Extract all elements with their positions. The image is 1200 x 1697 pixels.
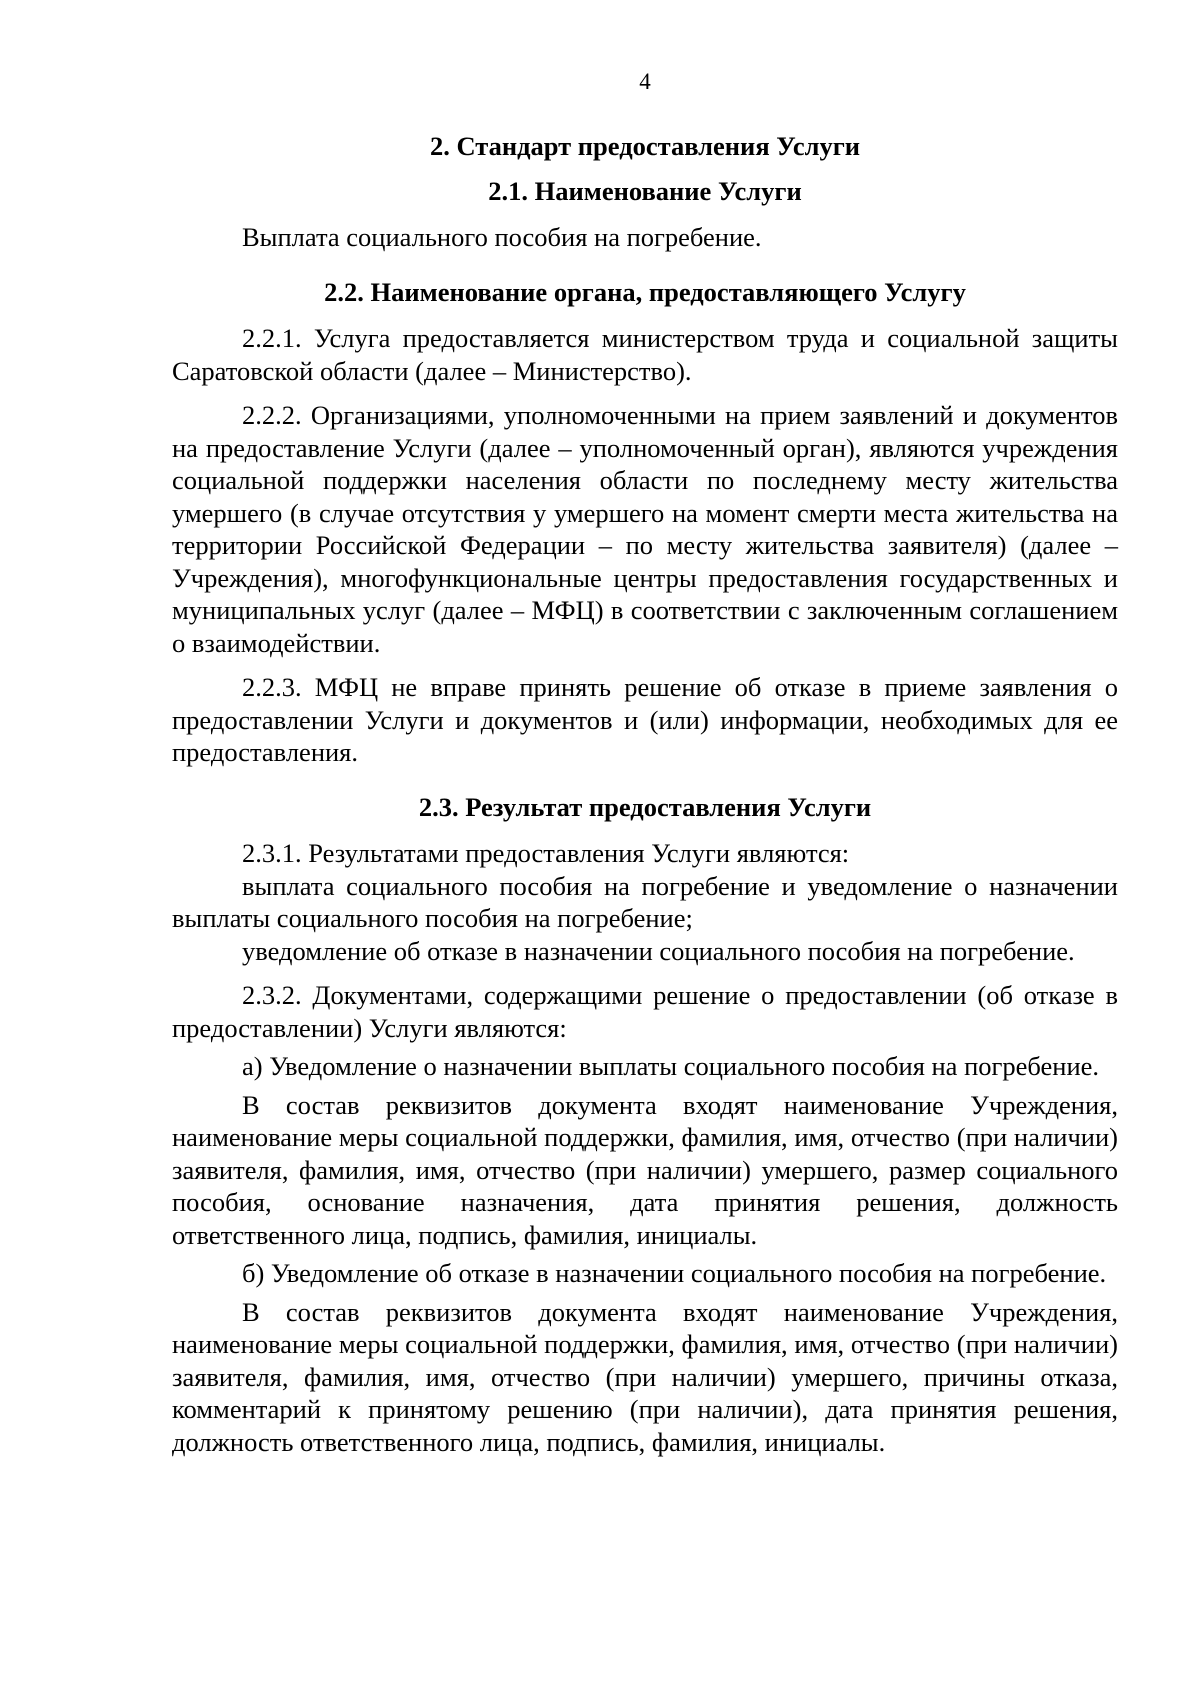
paragraph-2-3-2-b: б) Уведомление об отказе в назначении социального пособия на погребение. [242, 1258, 1107, 1288]
paragraph-2-3-2-a-requisites: В состав реквизитов документа входят наименование Учреждения, наименование меры социальной поддержки, фамилия, имя, отчество (при наличии) заявителя, фамилия, имя, отчество (при наличии) умершего, размер социального пособия, основание назначения, дата принятия решения, должность ответственного лица, подпись, фамилия, инициалы. [172, 1089, 1118, 1250]
heading-section-2: 2. Стандарт предоставления Услуги [429, 131, 861, 161]
page-number: 4 [639, 69, 651, 94]
paragraph-2-3-1-item-1: выплата социального пособия на погребение и уведомление о назначении выплаты социального пособия на погребение; [172, 870, 1118, 933]
paragraph-2-2-2: 2.2.2. Организациями, уполномоченными на прием заявлений и документов на предоставление Услуги (далее – уполномоченный орган), являются учреждения социальной поддержки населения области по последнему месту жительства умершего (в случае отсутствия у умершего на момент смерти места жительства на территории Российской Федерации – по месту жительства заявителя) (далее – Учреждения), многофункциональные центры предоставления государственных и муниципальных услуг (далее – МФЦ) в соответствии с заключенным соглашением о взаимодействии. [172, 400, 1118, 658]
paragraph-2-3-1-item-2: уведомление об отказе в назначении социального пособия на погребение. [242, 935, 1075, 966]
paragraph-2-3-2: 2.3.2. Документами, содержащими решение о предоставлении (об отказе в предоставлении) Услуги являются: [172, 980, 1118, 1043]
paragraph-2-2-3: 2.2.3. МФЦ не вправе принять решение об отказе в приеме заявления о предоставлении Услуги и документов и (или) информации, необходимых для ее предоставления. [172, 672, 1118, 767]
paragraph-2-2-1: 2.2.1. Услуга предоставляется министерством труда и социальной защиты Саратовской области (далее – Министерство). [172, 323, 1118, 386]
heading-2-1: 2.1. Наименование Услуги [488, 175, 802, 206]
paragraph-2-1: Выплата социального пособия на погребение. [242, 222, 762, 252]
heading-2-2: 2.2. Наименование органа, предоставляющего Услугу [324, 276, 966, 307]
paragraph-2-3-2-b-requisites: В состав реквизитов документа входят наименование Учреждения, наименование меры социальной поддержки, фамилия, имя, отчество (при наличии) заявителя, фамилия, имя, отчество (при наличии) умершего, причины отказа, комментарий к принятому решению (при наличии), дата принятия решения, должность ответственного лица, подпись, фамилия, инициалы. [172, 1296, 1118, 1457]
paragraph-2-3-2-a: а) Уведомление о назначении выплаты социального пособия на погребение. [242, 1051, 1100, 1081]
heading-2-3: 2.3. Результат предоставления Услуги [418, 791, 872, 822]
paragraph-2-3-1: 2.3.1. Результатами предоставления Услуги являются: [242, 838, 850, 868]
